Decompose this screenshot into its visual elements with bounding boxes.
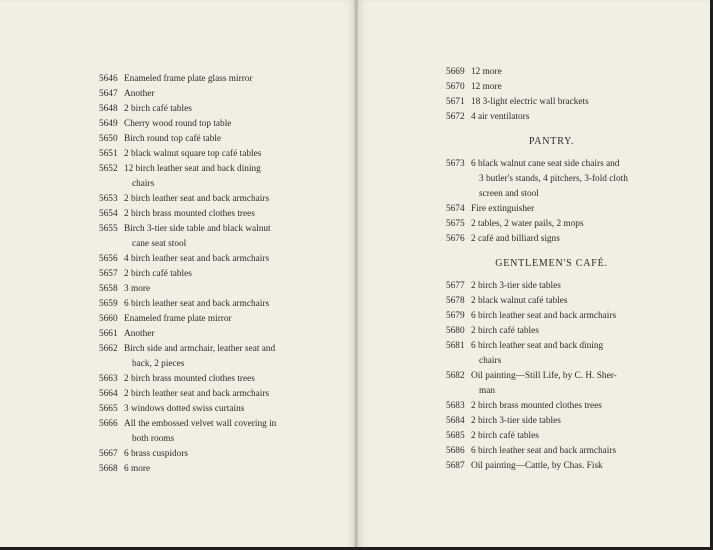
list-item xyxy=(99,342,281,372)
list-item xyxy=(446,399,632,414)
description-line: All the embossed velvet wall covering in xyxy=(124,419,277,429)
lot-description xyxy=(471,232,632,247)
list-item xyxy=(446,202,632,217)
list-item xyxy=(446,157,632,202)
description-line: Birch round top café table xyxy=(124,134,222,144)
lot-description xyxy=(471,95,632,110)
description-line: 2 birch brass mounted clothes trees xyxy=(124,374,255,384)
list-item xyxy=(99,87,281,102)
pantry-heading: PANTRY. xyxy=(528,136,575,147)
lot-description xyxy=(124,267,281,282)
description-line: 12 more xyxy=(471,67,502,77)
description-line: 2 birch café tables xyxy=(124,104,192,114)
lot-number: 5669 xyxy=(446,67,465,77)
lot-description xyxy=(124,87,281,102)
lot-number: 5673 xyxy=(446,159,465,169)
lot-description xyxy=(124,222,281,252)
description-line: 2 birch brass mounted clothes trees xyxy=(124,209,255,219)
description-line: 2 café and billiard signs xyxy=(471,234,560,244)
lot-description xyxy=(124,162,281,192)
description-line: chairs xyxy=(132,179,155,189)
gentlemens-cafe-heading: GENTLEMEN'S CAFÉ. xyxy=(495,258,608,269)
list-item xyxy=(446,232,632,247)
lot-number: 5671 xyxy=(446,97,465,107)
list-item xyxy=(99,72,281,87)
lot-number: 5675 xyxy=(446,219,465,229)
list-item xyxy=(99,162,281,192)
list-item xyxy=(446,279,632,294)
description-line: cane seat stool xyxy=(132,239,187,249)
lot-number: 5647 xyxy=(99,89,118,99)
description-line: Oil painting—Still Life, by C. H. Sher- xyxy=(471,371,617,381)
lot-number: 5670 xyxy=(446,82,465,92)
description-line: 6 brass cuspidors xyxy=(124,449,189,459)
list-item xyxy=(99,387,281,402)
lot-description xyxy=(471,279,632,294)
lot-number: 5668 xyxy=(99,464,118,474)
lot-number: 5663 xyxy=(99,374,118,384)
list-item xyxy=(446,324,632,339)
lot-description xyxy=(124,147,281,162)
description-line: 4 birch leather seat and back armchairs xyxy=(124,254,270,264)
list-item xyxy=(99,267,281,282)
list-item xyxy=(446,95,632,110)
lot-description xyxy=(124,417,281,447)
lot-number: 5686 xyxy=(446,446,465,456)
description-line: 6 birch leather seat and back armchairs xyxy=(124,299,270,309)
lot-description xyxy=(124,342,281,372)
lot-description xyxy=(124,327,281,342)
list-item xyxy=(99,192,281,207)
lot-number: 5679 xyxy=(446,311,465,321)
lot-description xyxy=(124,312,281,327)
right-entry-list xyxy=(446,65,632,474)
description-line: 6 birch leather seat and back armchairs xyxy=(471,311,617,321)
lot-number: 5649 xyxy=(99,119,118,129)
lot-description xyxy=(471,444,632,459)
list-item xyxy=(99,312,281,327)
lot-number: 5681 xyxy=(446,341,465,351)
lot-number: 5677 xyxy=(446,281,465,291)
lot-description xyxy=(124,132,281,147)
description-line: Fire extinguisher xyxy=(471,204,535,214)
lot-number: 5657 xyxy=(99,269,118,279)
list-item xyxy=(99,102,281,117)
list-item xyxy=(446,444,632,459)
description-line: 2 birch leather seat and back armchairs xyxy=(124,194,270,204)
list-item xyxy=(446,369,632,399)
description-line: 4 air ventilators xyxy=(471,112,530,122)
description-line: Birch 3-tier side table and black walnut xyxy=(124,224,271,234)
lot-number: 5678 xyxy=(446,296,465,306)
lot-number: 5654 xyxy=(99,209,118,219)
description-line: 12 more xyxy=(471,82,502,92)
description-line: both rooms xyxy=(132,434,175,444)
list-item xyxy=(446,414,632,429)
list-item xyxy=(446,65,632,80)
list-item xyxy=(99,132,281,147)
lot-description xyxy=(471,157,632,202)
list-item xyxy=(99,147,281,162)
description-line: Cherry wood round top table xyxy=(124,119,232,129)
lot-description xyxy=(471,217,632,232)
description-line: 3 windows dotted swiss curtains xyxy=(124,404,245,414)
lot-description xyxy=(124,372,281,387)
lot-number: 5687 xyxy=(446,461,465,471)
lot-description xyxy=(471,414,632,429)
list-item xyxy=(446,294,632,309)
description-line: 2 birch 3-tier side tables xyxy=(471,416,561,426)
description-line: 2 birch leather seat and back armchairs xyxy=(124,389,270,399)
description-line: 6 birch leather seat and back dining xyxy=(471,341,604,351)
lot-description xyxy=(471,324,632,339)
description-line: Another xyxy=(124,89,155,99)
lot-number: 5658 xyxy=(99,284,118,294)
lot-description xyxy=(124,282,281,297)
lot-number: 5680 xyxy=(446,326,465,336)
description-line: Another xyxy=(124,329,155,339)
lot-description xyxy=(471,339,632,369)
list-item xyxy=(99,402,281,417)
lot-description xyxy=(124,462,281,477)
pantry-entries xyxy=(446,157,632,247)
list-item xyxy=(99,207,281,222)
description-line: man xyxy=(479,386,496,396)
description-line: 2 tables, 2 water pails, 2 mops xyxy=(471,219,584,229)
description-line: 2 birch café tables xyxy=(124,269,192,279)
description-line: Enameled frame plate glass mirror xyxy=(124,74,253,84)
description-line: back, 2 pieces xyxy=(132,359,185,369)
lot-description xyxy=(471,110,632,125)
lot-number: 5650 xyxy=(99,134,118,144)
lot-description xyxy=(471,65,632,80)
list-item xyxy=(446,110,632,125)
lot-description xyxy=(471,429,632,444)
lot-number: 5685 xyxy=(446,431,465,441)
list-item xyxy=(99,252,281,267)
description-line: Enameled frame plate mirror xyxy=(124,314,232,324)
cafe-entries xyxy=(446,279,632,474)
list-item xyxy=(446,459,632,474)
lot-description xyxy=(124,447,281,462)
lot-description xyxy=(124,72,281,87)
lot-description xyxy=(124,402,281,417)
list-item xyxy=(99,462,281,477)
list-item xyxy=(99,282,281,297)
lot-number: 5660 xyxy=(99,314,118,324)
list-item xyxy=(446,429,632,444)
lot-description xyxy=(471,80,632,95)
lot-number: 5683 xyxy=(446,401,465,411)
lot-description xyxy=(124,207,281,222)
lot-number: 5659 xyxy=(99,299,118,309)
list-item xyxy=(446,339,632,369)
list-item xyxy=(99,417,281,447)
lot-number: 5653 xyxy=(99,194,118,204)
lot-number: 5652 xyxy=(99,164,118,174)
lot-number: 5672 xyxy=(446,112,465,122)
lot-number: 5648 xyxy=(99,104,118,114)
left-entry-list xyxy=(99,72,281,477)
list-item xyxy=(99,117,281,132)
description-line: 6 black walnut cane seat side chairs and xyxy=(471,159,620,169)
list-item xyxy=(446,309,632,324)
lot-number: 5665 xyxy=(99,404,118,414)
lot-description xyxy=(471,309,632,324)
lot-number: 5651 xyxy=(99,149,118,159)
description-line: 2 birch café tables xyxy=(471,326,539,336)
description-line: 6 more xyxy=(124,464,151,474)
list-item xyxy=(446,80,632,95)
lot-description xyxy=(124,192,281,207)
lot-description xyxy=(124,252,281,267)
description-line: 6 birch leather seat and back armchairs xyxy=(471,446,617,456)
lot-description xyxy=(471,459,632,474)
lot-number: 5666 xyxy=(99,419,118,429)
list-item xyxy=(446,217,632,232)
description-line: 2 black walnut square top café tables xyxy=(124,149,262,159)
lot-number: 5676 xyxy=(446,234,465,244)
lot-description xyxy=(124,387,281,402)
description-line: 12 birch leather seat and back dining xyxy=(124,164,261,174)
lot-number: 5661 xyxy=(99,329,118,339)
lot-number: 5662 xyxy=(99,344,118,354)
description-line: 2 birch 3-tier side tables xyxy=(471,281,561,291)
description-line: 3 more xyxy=(124,284,151,294)
right-top-entries xyxy=(446,65,632,125)
lot-description xyxy=(471,399,632,414)
list-item xyxy=(99,297,281,312)
description-line: 2 black walnut café tables xyxy=(471,296,568,306)
description-line: 18 3-light electric wall brackets xyxy=(471,97,589,107)
description-line: 2 birch brass mounted clothes trees xyxy=(471,401,602,411)
lot-number: 5682 xyxy=(446,371,465,381)
lot-number: 5646 xyxy=(99,74,118,84)
description-line: Birch side and armchair, leather seat and xyxy=(124,344,276,354)
lot-number: 5655 xyxy=(99,224,118,234)
lot-description xyxy=(471,202,632,217)
description-line: screen and stool xyxy=(479,189,539,199)
lot-number: 5664 xyxy=(99,389,118,399)
lot-number: 5684 xyxy=(446,416,465,426)
lot-number: 5674 xyxy=(446,204,465,214)
lot-description xyxy=(471,369,632,399)
lot-description xyxy=(124,102,281,117)
description-line: chairs xyxy=(479,356,502,366)
lot-description xyxy=(124,117,281,132)
lot-number: 5667 xyxy=(99,449,118,459)
list-item xyxy=(99,222,281,252)
description-line: 2 birch café tables xyxy=(471,431,539,441)
description-line: 3 butler's stands, 4 pitchers, 3-fold cloth xyxy=(479,174,628,184)
list-item xyxy=(99,447,281,462)
list-item xyxy=(99,327,281,342)
lot-description xyxy=(124,297,281,312)
left-page xyxy=(0,0,355,550)
lot-number: 5656 xyxy=(99,254,118,264)
list-item xyxy=(99,372,281,387)
lot-description xyxy=(471,294,632,309)
description-line: Oil painting—Cattle, by Chas. Fisk xyxy=(471,461,603,471)
